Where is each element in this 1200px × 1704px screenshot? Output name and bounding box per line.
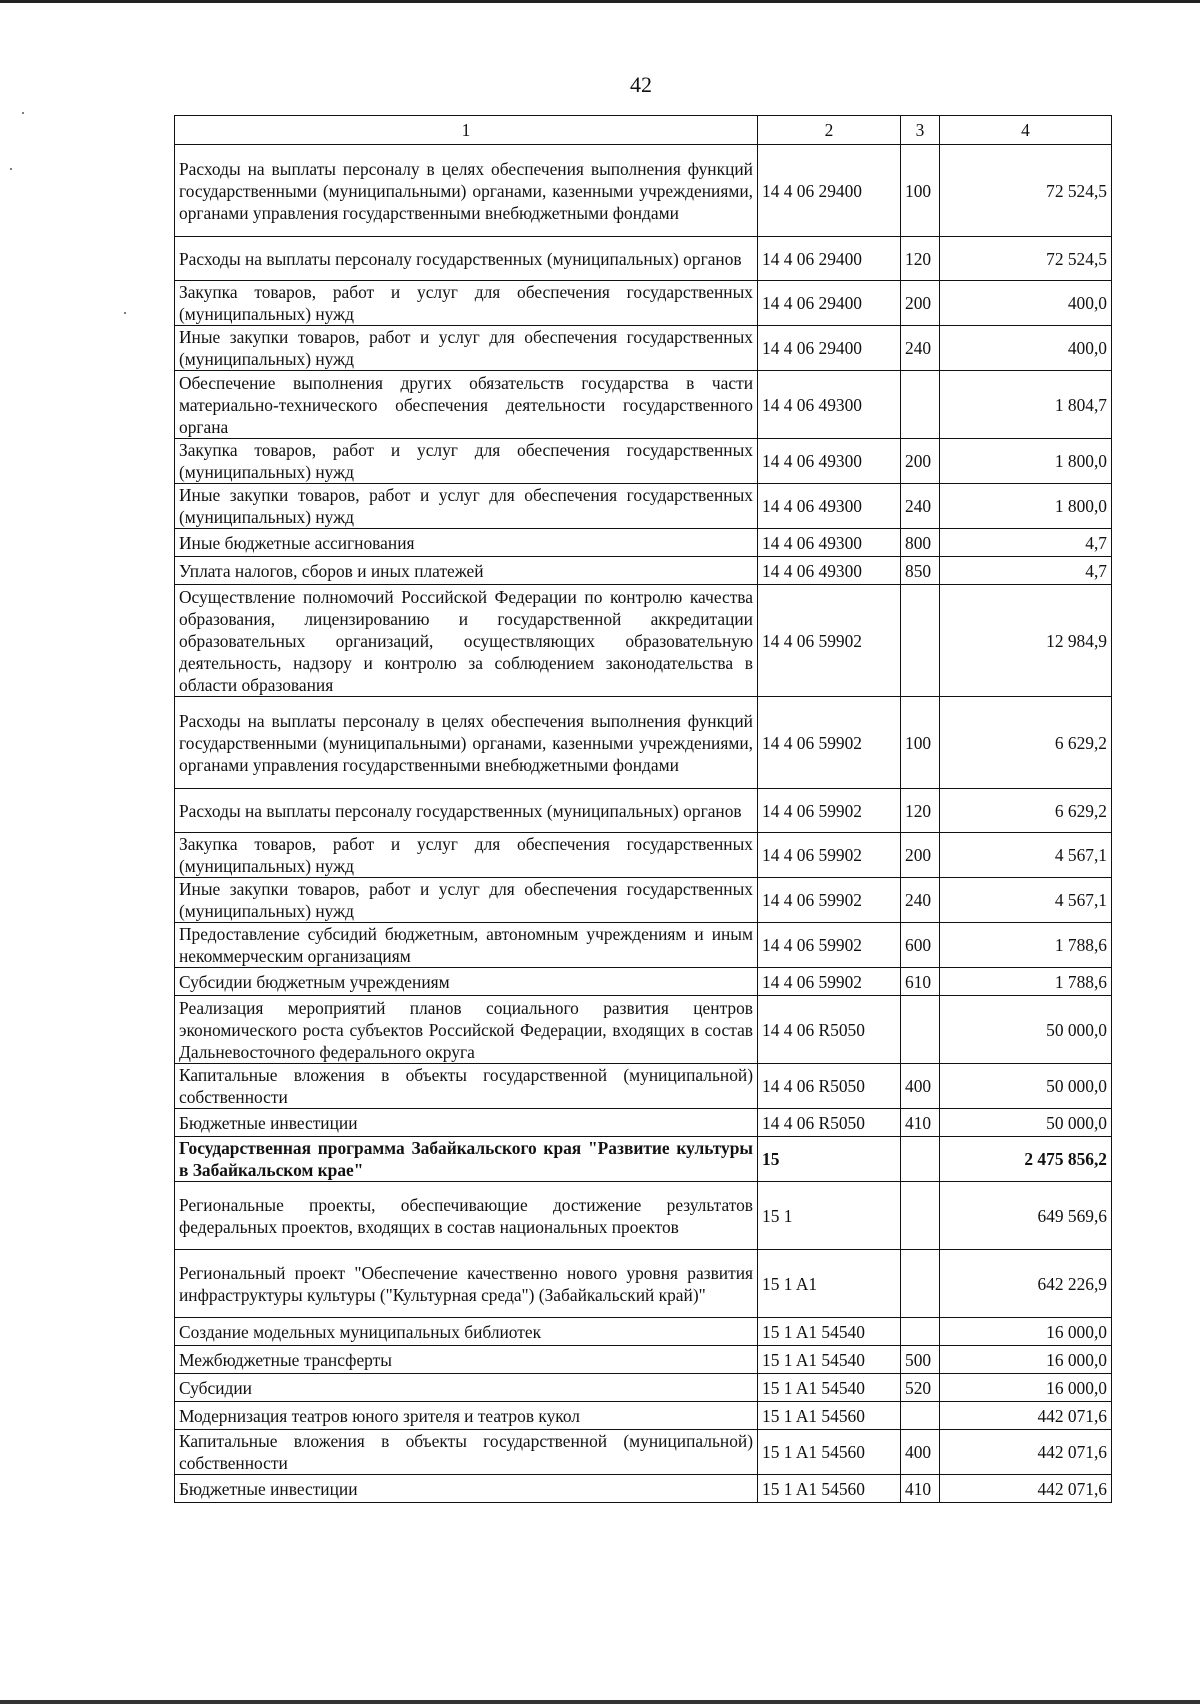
column-number-header <box>175 116 1112 145</box>
row-description: Реализация мероприятий планов социального развития центров экономического роста субъектов Российской Федерации, входящих в состав Дальневосточного федерального округа <box>175 996 758 1064</box>
row-amount: 1 788,6 <box>940 923 1112 968</box>
row-description: Капитальные вложения в объекты государственной (муниципальной) собственности <box>175 1064 758 1109</box>
table-row <box>175 968 1112 996</box>
row-expense-type: 240 <box>901 878 940 923</box>
table-row <box>175 1430 1112 1475</box>
row-target-code: 15 <box>758 1137 901 1182</box>
scan-edge-top <box>0 0 1200 3</box>
table-row <box>175 281 1112 326</box>
budget-table <box>174 115 1112 1503</box>
row-target-code: 15 1 A1 <box>758 1250 901 1318</box>
table-row <box>175 585 1112 697</box>
row-amount: 4,7 <box>940 557 1112 585</box>
table-row <box>175 1374 1112 1402</box>
table-row <box>175 326 1112 371</box>
row-expense-type: 100 <box>901 145 940 237</box>
table-row <box>175 1064 1112 1109</box>
row-target-code: 15 1 A1 54560 <box>758 1430 901 1475</box>
row-amount: 400,0 <box>940 281 1112 326</box>
row-target-code: 14 4 06 29400 <box>758 145 901 237</box>
row-target-code: 14 4 06 59902 <box>758 697 901 789</box>
table-row <box>175 145 1112 237</box>
row-target-code: 14 4 06 49300 <box>758 557 901 585</box>
row-description: Иные закупки товаров, работ и услуг для обеспечения государственных (муниципальных) нужд <box>175 326 758 371</box>
table-row <box>175 1318 1112 1346</box>
row-target-code: 14 4 06 R5050 <box>758 1064 901 1109</box>
column-header-2: 2 <box>758 116 901 145</box>
row-expense-type <box>901 371 940 439</box>
row-expense-type: 410 <box>901 1109 940 1137</box>
row-expense-type: 200 <box>901 833 940 878</box>
row-expense-type: 600 <box>901 923 940 968</box>
row-amount: 2 475 856,2 <box>940 1137 1112 1182</box>
row-target-code: 14 4 06 29400 <box>758 237 901 281</box>
scan-speck <box>22 112 24 114</box>
row-description: Расходы на выплаты персоналу в целях обеспечения выполнения функций государственными (муниципальными) органами, казенными учреждениями, органами управления государственными внебюджетными фондами <box>175 145 758 237</box>
row-target-code: 14 4 06 59902 <box>758 585 901 697</box>
row-target-code: 15 1 A1 54540 <box>758 1318 901 1346</box>
row-description: Субсидии бюджетным учреждениям <box>175 968 758 996</box>
row-description: Государственная программа Забайкальского края "Развитие культуры в Забайкальском крае" <box>175 1137 758 1182</box>
row-description: Закупка товаров, работ и услуг для обеспечения государственных (муниципальных) нужд <box>175 439 758 484</box>
row-amount: 12 984,9 <box>940 585 1112 697</box>
row-description: Осуществление полномочий Российской Федерации по контролю качества образования, лицензированию и государственной аккредитации образовательных организаций, осуществляющих образовательную деятельность, надзору и контролю за соблюдением законодательства в области образования <box>175 585 758 697</box>
table-row <box>175 878 1112 923</box>
row-amount: 1 800,0 <box>940 439 1112 484</box>
row-expense-type <box>901 1137 940 1182</box>
table-row <box>175 529 1112 557</box>
row-expense-type: 120 <box>901 789 940 833</box>
row-description: Обеспечение выполнения других обязательств государства в части материально-технического обеспечения деятельности государственного органа <box>175 371 758 439</box>
row-description: Иные закупки товаров, работ и услуг для обеспечения государственных (муниципальных) нужд <box>175 878 758 923</box>
row-target-code: 14 4 06 49300 <box>758 371 901 439</box>
row-amount: 50 000,0 <box>940 996 1112 1064</box>
table-row <box>175 1475 1112 1503</box>
row-description: Расходы на выплаты персоналу государственных (муниципальных) органов <box>175 237 758 281</box>
row-expense-type: 520 <box>901 1374 940 1402</box>
row-description: Расходы на выплаты персоналу в целях обеспечения выполнения функций государственными (муниципальными) органами, казенными учреждениями, органами управления государственными внебюджетными фондами <box>175 697 758 789</box>
row-expense-type: 200 <box>901 439 940 484</box>
table-row <box>175 371 1112 439</box>
row-target-code: 14 4 06 59902 <box>758 789 901 833</box>
row-target-code: 14 4 06 29400 <box>758 326 901 371</box>
row-target-code: 14 4 06 29400 <box>758 281 901 326</box>
row-description: Уплата налогов, сборов и иных платежей <box>175 557 758 585</box>
row-description: Межбюджетные трансферты <box>175 1346 758 1374</box>
row-description: Субсидии <box>175 1374 758 1402</box>
table-row <box>175 923 1112 968</box>
row-amount: 1 788,6 <box>940 968 1112 996</box>
row-amount: 442 071,6 <box>940 1402 1112 1430</box>
row-amount: 442 071,6 <box>940 1430 1112 1475</box>
row-description: Иные бюджетные ассигнования <box>175 529 758 557</box>
row-expense-type: 240 <box>901 484 940 529</box>
row-amount: 1 800,0 <box>940 484 1112 529</box>
row-amount: 6 629,2 <box>940 789 1112 833</box>
row-amount: 400,0 <box>940 326 1112 371</box>
row-amount: 16 000,0 <box>940 1318 1112 1346</box>
table-row <box>175 1250 1112 1318</box>
row-expense-type: 850 <box>901 557 940 585</box>
table-row <box>175 789 1112 833</box>
row-description: Региональные проекты, обеспечивающие достижение результатов федеральных проектов, входящих в состав национальных проектов <box>175 1182 758 1250</box>
row-target-code: 15 1 A1 54560 <box>758 1402 901 1430</box>
row-description: Предоставление субсидий бюджетным, автономным учреждениям и иным некоммерческим организациям <box>175 923 758 968</box>
column-header-1: 1 <box>175 116 758 145</box>
row-amount: 72 524,5 <box>940 145 1112 237</box>
row-target-code: 14 4 06 49300 <box>758 439 901 484</box>
column-header-4: 4 <box>940 116 1112 145</box>
row-amount: 6 629,2 <box>940 697 1112 789</box>
row-amount: 649 569,6 <box>940 1182 1112 1250</box>
table-row <box>175 697 1112 789</box>
table-row <box>175 439 1112 484</box>
row-target-code: 14 4 06 R5050 <box>758 1109 901 1137</box>
table-row <box>175 1182 1112 1250</box>
row-expense-type <box>901 1250 940 1318</box>
row-description: Закупка товаров, работ и услуг для обеспечения государственных (муниципальных) нужд <box>175 281 758 326</box>
table-row <box>175 1137 1112 1182</box>
row-expense-type <box>901 996 940 1064</box>
row-amount: 4,7 <box>940 529 1112 557</box>
row-expense-type <box>901 1182 940 1250</box>
row-description: Бюджетные инвестиции <box>175 1109 758 1137</box>
row-target-code: 14 4 06 59902 <box>758 878 901 923</box>
row-target-code: 14 4 06 49300 <box>758 529 901 557</box>
row-target-code: 15 1 A1 54540 <box>758 1346 901 1374</box>
scan-speck <box>10 168 12 170</box>
scan-speck <box>124 312 126 314</box>
row-amount: 50 000,0 <box>940 1109 1112 1137</box>
row-description: Закупка товаров, работ и услуг для обеспечения государственных (муниципальных) нужд <box>175 833 758 878</box>
row-description: Региональный проект "Обеспечение качественно нового уровня развития инфраструктуры культуры ("Культурная среда") (Забайкальский край)" <box>175 1250 758 1318</box>
row-amount: 4 567,1 <box>940 878 1112 923</box>
row-expense-type: 100 <box>901 697 940 789</box>
row-expense-type: 410 <box>901 1475 940 1503</box>
row-description: Иные закупки товаров, работ и услуг для обеспечения государственных (муниципальных) нужд <box>175 484 758 529</box>
row-amount: 442 071,6 <box>940 1475 1112 1503</box>
row-target-code: 15 1 <box>758 1182 901 1250</box>
table-row <box>175 484 1112 529</box>
row-description: Создание модельных муниципальных библиотек <box>175 1318 758 1346</box>
row-expense-type <box>901 1402 940 1430</box>
table-row <box>175 1402 1112 1430</box>
row-expense-type: 400 <box>901 1430 940 1475</box>
row-description: Модернизация театров юного зрителя и театров кукол <box>175 1402 758 1430</box>
row-amount: 16 000,0 <box>940 1374 1112 1402</box>
page-number: 42 <box>630 72 652 97</box>
row-amount: 1 804,7 <box>940 371 1112 439</box>
row-target-code: 14 4 06 59902 <box>758 923 901 968</box>
table-row <box>175 996 1112 1064</box>
row-target-code: 14 4 06 R5050 <box>758 996 901 1064</box>
row-amount: 16 000,0 <box>940 1346 1112 1374</box>
table-row <box>175 557 1112 585</box>
row-description: Капитальные вложения в объекты государственной (муниципальной) собственности <box>175 1430 758 1475</box>
row-amount: 50 000,0 <box>940 1064 1112 1109</box>
column-header-3: 3 <box>901 116 940 145</box>
row-amount: 72 524,5 <box>940 237 1112 281</box>
row-amount: 4 567,1 <box>940 833 1112 878</box>
row-expense-type: 240 <box>901 326 940 371</box>
row-description: Бюджетные инвестиции <box>175 1475 758 1503</box>
row-expense-type: 400 <box>901 1064 940 1109</box>
row-target-code: 15 1 A1 54560 <box>758 1475 901 1503</box>
table-row <box>175 237 1112 281</box>
row-expense-type <box>901 1318 940 1346</box>
row-target-code: 15 1 A1 54540 <box>758 1374 901 1402</box>
table-row <box>175 1346 1112 1374</box>
row-expense-type: 500 <box>901 1346 940 1374</box>
row-target-code: 14 4 06 59902 <box>758 833 901 878</box>
scan-edge-bottom <box>0 1700 1200 1704</box>
row-expense-type: 800 <box>901 529 940 557</box>
row-expense-type: 610 <box>901 968 940 996</box>
table-row <box>175 1109 1112 1137</box>
row-amount: 642 226,9 <box>940 1250 1112 1318</box>
row-description: Расходы на выплаты персоналу государственных (муниципальных) органов <box>175 789 758 833</box>
row-expense-type: 120 <box>901 237 940 281</box>
row-target-code: 14 4 06 59902 <box>758 968 901 996</box>
row-expense-type <box>901 585 940 697</box>
budget-table-body <box>175 116 1112 1503</box>
row-target-code: 14 4 06 49300 <box>758 484 901 529</box>
row-expense-type: 200 <box>901 281 940 326</box>
table-row <box>175 833 1112 878</box>
